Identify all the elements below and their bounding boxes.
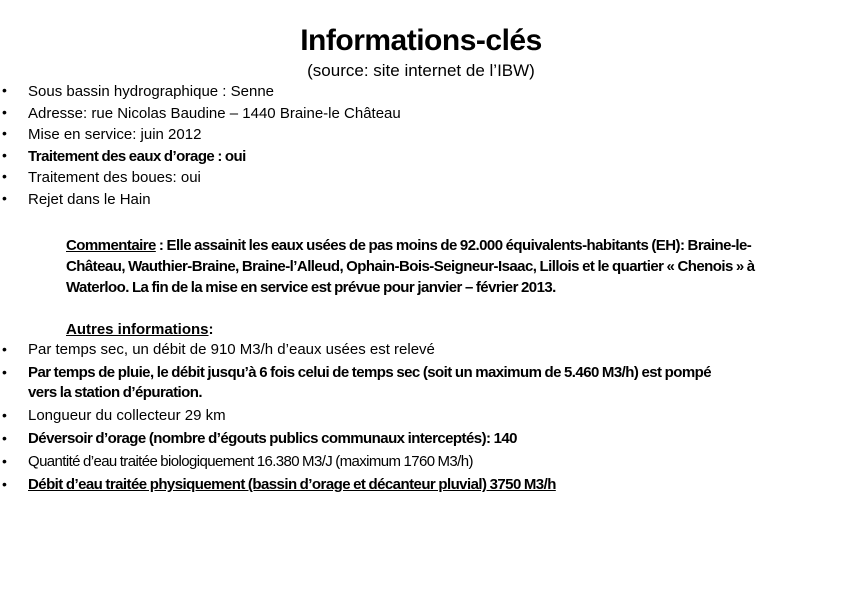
commentaire-paragraph (66, 235, 778, 298)
list-item-text: Par temps sec, un débit de 910 M3/h d’eaux usées est relevé (28, 341, 435, 358)
bullet-icon: • (2, 364, 7, 380)
list-item (0, 167, 712, 189)
autres-informations-heading (66, 319, 802, 340)
slide-subtitle: (source: site internet de l’IBW) (307, 61, 535, 80)
list-item-text: Débit d’eau traitée physiquement (bassin d’orage et décanteur pluvial) 3750 M3/h (28, 476, 556, 493)
list-item (0, 103, 712, 125)
list-item (0, 340, 712, 360)
list-item (0, 429, 712, 449)
list-item (0, 406, 712, 426)
facts-list (0, 81, 712, 210)
list-item (0, 189, 712, 211)
list-item (0, 363, 712, 403)
commentaire-separator: : (155, 237, 167, 254)
bullet-icon: • (2, 146, 7, 163)
bullet-icon: • (2, 189, 7, 206)
list-item-text: Par temps de pluie, le débit jusqu’à 6 fois celui de temps sec (soit un maximum de 5.460 M3/h) est pompé vers la station d’épuration. (28, 364, 712, 401)
commentaire-label: Commentaire (66, 237, 156, 254)
autres-informations-list (0, 340, 712, 495)
bullet-icon: • (2, 103, 7, 120)
autres-informations-label: Autres informations (66, 321, 209, 338)
list-item-text: Mise en service: juin 2012 (28, 126, 202, 143)
bullet-icon: • (2, 476, 7, 492)
bullet-icon: • (2, 82, 7, 98)
bullet-icon: • (2, 407, 7, 423)
list-item-text: Sous bassin hydrographique : Senne (28, 83, 275, 100)
bullet-icon: • (2, 453, 7, 469)
list-item-text: Quantité d’eau traitée biologiquement 16.380 M3/J (maximum 1760 M3/h) (28, 453, 473, 470)
list-item-text: Déversoir d’orage (nombre d’égouts publics communaux interceptés): 140 (28, 430, 517, 447)
bullet-icon: • (2, 341, 7, 357)
list-item-text: Rejet dans le Hain (28, 190, 151, 208)
list-item-text: Traitement des eaux d’orage : oui (28, 147, 246, 165)
list-item (0, 475, 712, 495)
list-item-text: Traitement des boues: oui (28, 169, 201, 186)
bullet-icon: • (2, 430, 7, 446)
slide-title: Informations-clés (300, 24, 542, 57)
autres-informations-separator: : (208, 321, 214, 338)
bullet-icon: • (2, 168, 7, 184)
list-item (0, 81, 712, 103)
list-item (0, 124, 712, 146)
list-item (0, 146, 712, 168)
list-item (0, 452, 712, 472)
list-item-text: Longueur du collecteur 29 km (28, 407, 226, 424)
commentaire-text: Elle assainit les eaux usées de pas moins de 92.000 équivalents-habitants (EH): Braine-le-Château, Wauthier-Braine, Braine-l’Alleud, Ophain-Bois-Seigneur-Isaac, Lillois et le quartier « Chenois » à Waterloo. La fin de la mise en service est prévue pour janvier – février 2013. (66, 237, 755, 296)
list-item-text: Adresse: rue Nicolas Baudine – 1440 Braine-le Château (28, 104, 401, 122)
bullet-icon: • (2, 125, 7, 141)
